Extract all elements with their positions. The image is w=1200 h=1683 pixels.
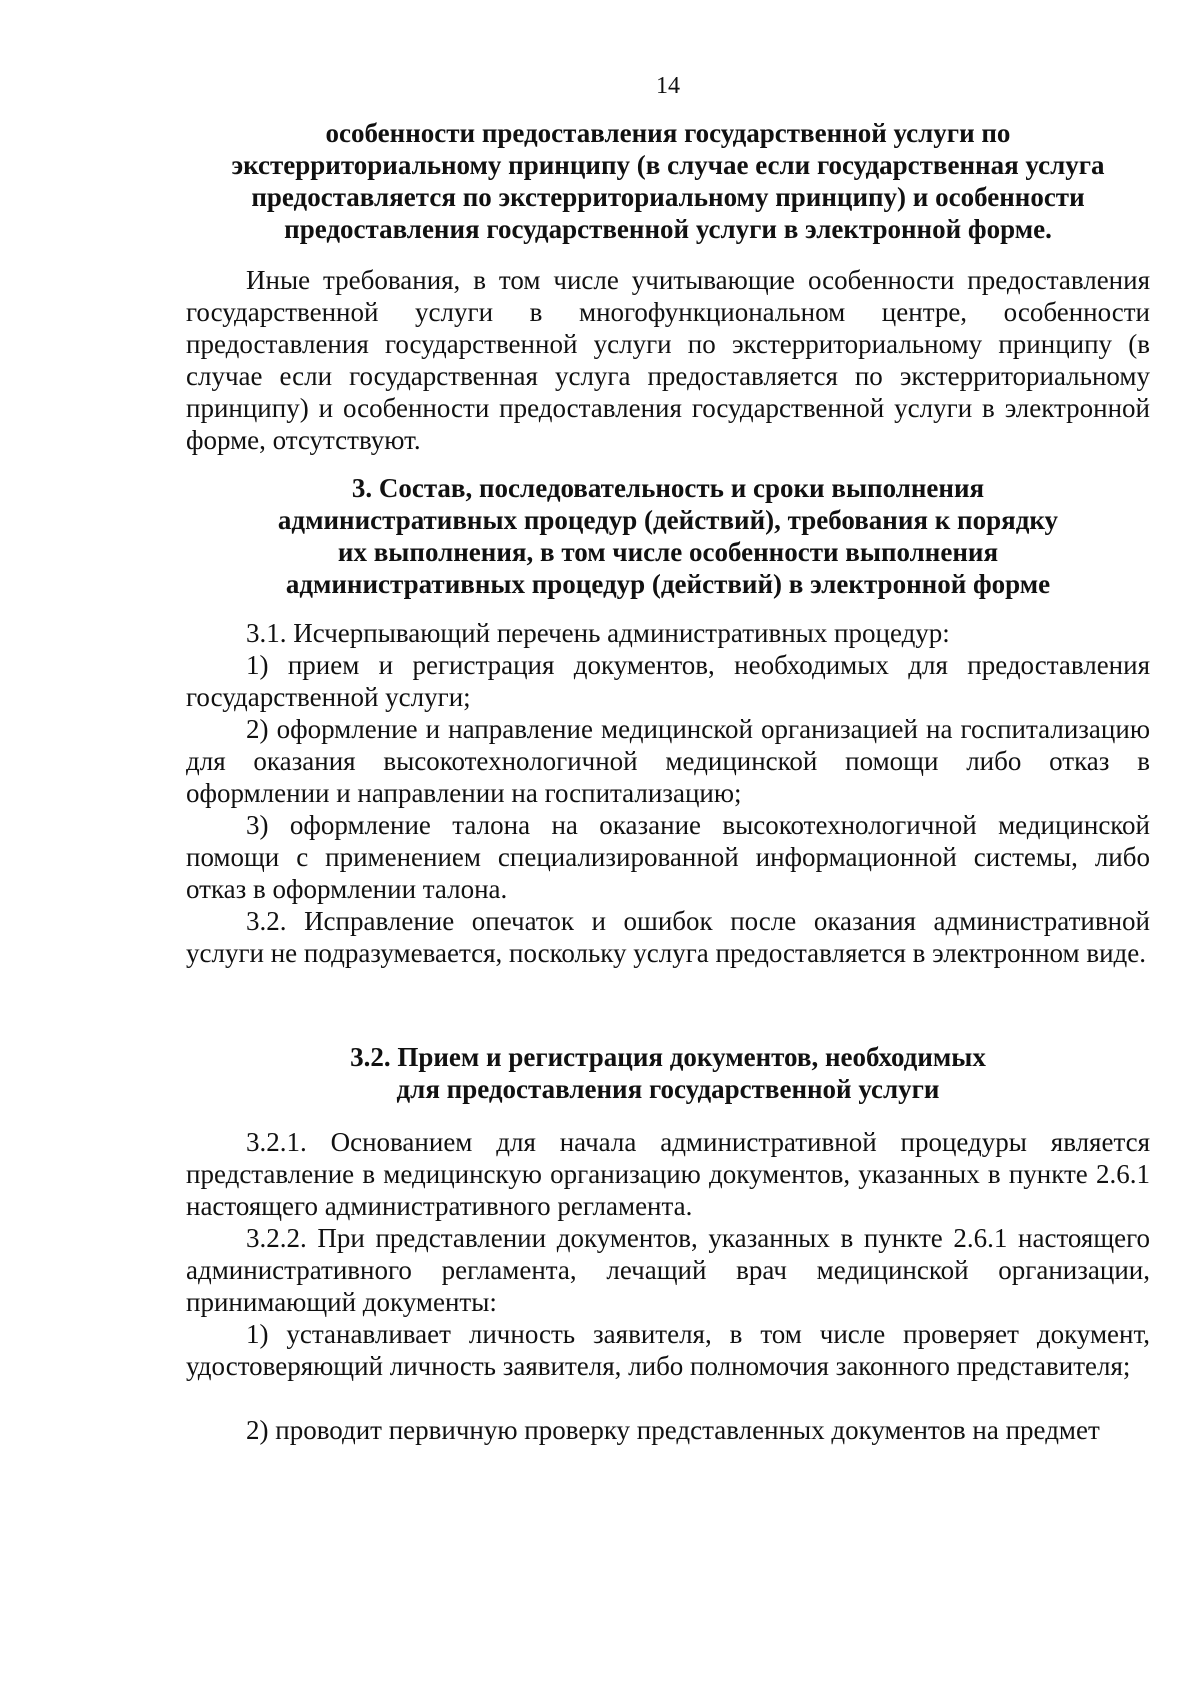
list-item-3-2-2-2: 2) проводит первичную проверку представленных документов на предмет bbox=[246, 1415, 1100, 1445]
list-item-3-1-2: 2) оформление и направление медицинской организацией на госпитализацию для оказания высокотехнологичной медицинской помощи либо отказ в оформлении и направлении на госпитализацию; bbox=[186, 714, 1150, 808]
page-number: 14 bbox=[656, 73, 680, 99]
list-item-3-1-1: 1) прием и регистрация документов, необходимых для предоставления государственной услуги; bbox=[186, 650, 1150, 712]
paragraph-3-2-1: 3.2.1. Основанием для начала административной процедуры является представление в медицинскую организацию документов, указанных в пункте 2.6.1 настоящего административного регламента. bbox=[186, 1127, 1150, 1221]
heading-line: административных процедур (действий) в электронной форме bbox=[285, 569, 1051, 599]
heading-section-3 bbox=[186, 472, 1150, 600]
list-item-3-1-3: 3) оформление талона на оказание высокотехнологичной медицинской помощи с применением специализированной информационной системы, либо отказ в оформлении талона. bbox=[186, 810, 1150, 904]
heading-line: предоставляется по экстерриториальному принципу) и особенности bbox=[251, 182, 1085, 212]
heading-line: предоставления государственной услуги в электронной форме. bbox=[284, 214, 1052, 244]
heading-line: особенности предоставления государственной услуги по bbox=[325, 118, 1011, 148]
paragraph-3-2-2: 3.2.2. При представлении документов, указанных в пункте 2.6.1 настоящего административного регламента, лечащий врач медицинской организации, принимающий документы: bbox=[186, 1223, 1150, 1317]
paragraph-3-2: 3.2. Исправление опечаток и ошибок после оказания административной услуги не подразумевается, поскольку услуга предоставляется в электронном виде. bbox=[186, 906, 1150, 968]
heading-line: 3.2. Прием и регистрация документов, необходимых bbox=[350, 1042, 986, 1072]
heading-line: экстерриториальному принципу (в случае если государственная услуга bbox=[231, 150, 1105, 180]
list-item-3-2-2-1: 1) устанавливает личность заявителя, в том числе проверяет документ, удостоверяющий личность заявителя, либо полномочия законного представителя; bbox=[186, 1319, 1150, 1381]
heading-line: административных процедур (действий), требования к порядку bbox=[277, 505, 1059, 535]
heading-line: их выполнения, в том числе особенности выполнения bbox=[337, 537, 999, 567]
heading-section-3-2 bbox=[186, 1041, 1150, 1105]
heading-extraterritorial bbox=[186, 117, 1150, 245]
heading-line: 3. Состав, последовательность и сроки выполнения bbox=[351, 473, 985, 503]
heading-line: для предоставления государственной услуги bbox=[396, 1074, 940, 1104]
paragraph-3-1: 3.1. Исчерпывающий перечень административных процедур: bbox=[246, 618, 950, 648]
paragraph-other-requirements: Иные требования, в том числе учитывающие особенности предоставления государственной услуги в многофункциональном центре, особенности предоставления государственной услуги по экстерриториальному принципу (в случае если государственная услуга предоставляется по экстерриториальному принципу) и особенности предоставления государственной услуги в электронной форме, отсутствуют. bbox=[186, 265, 1150, 455]
